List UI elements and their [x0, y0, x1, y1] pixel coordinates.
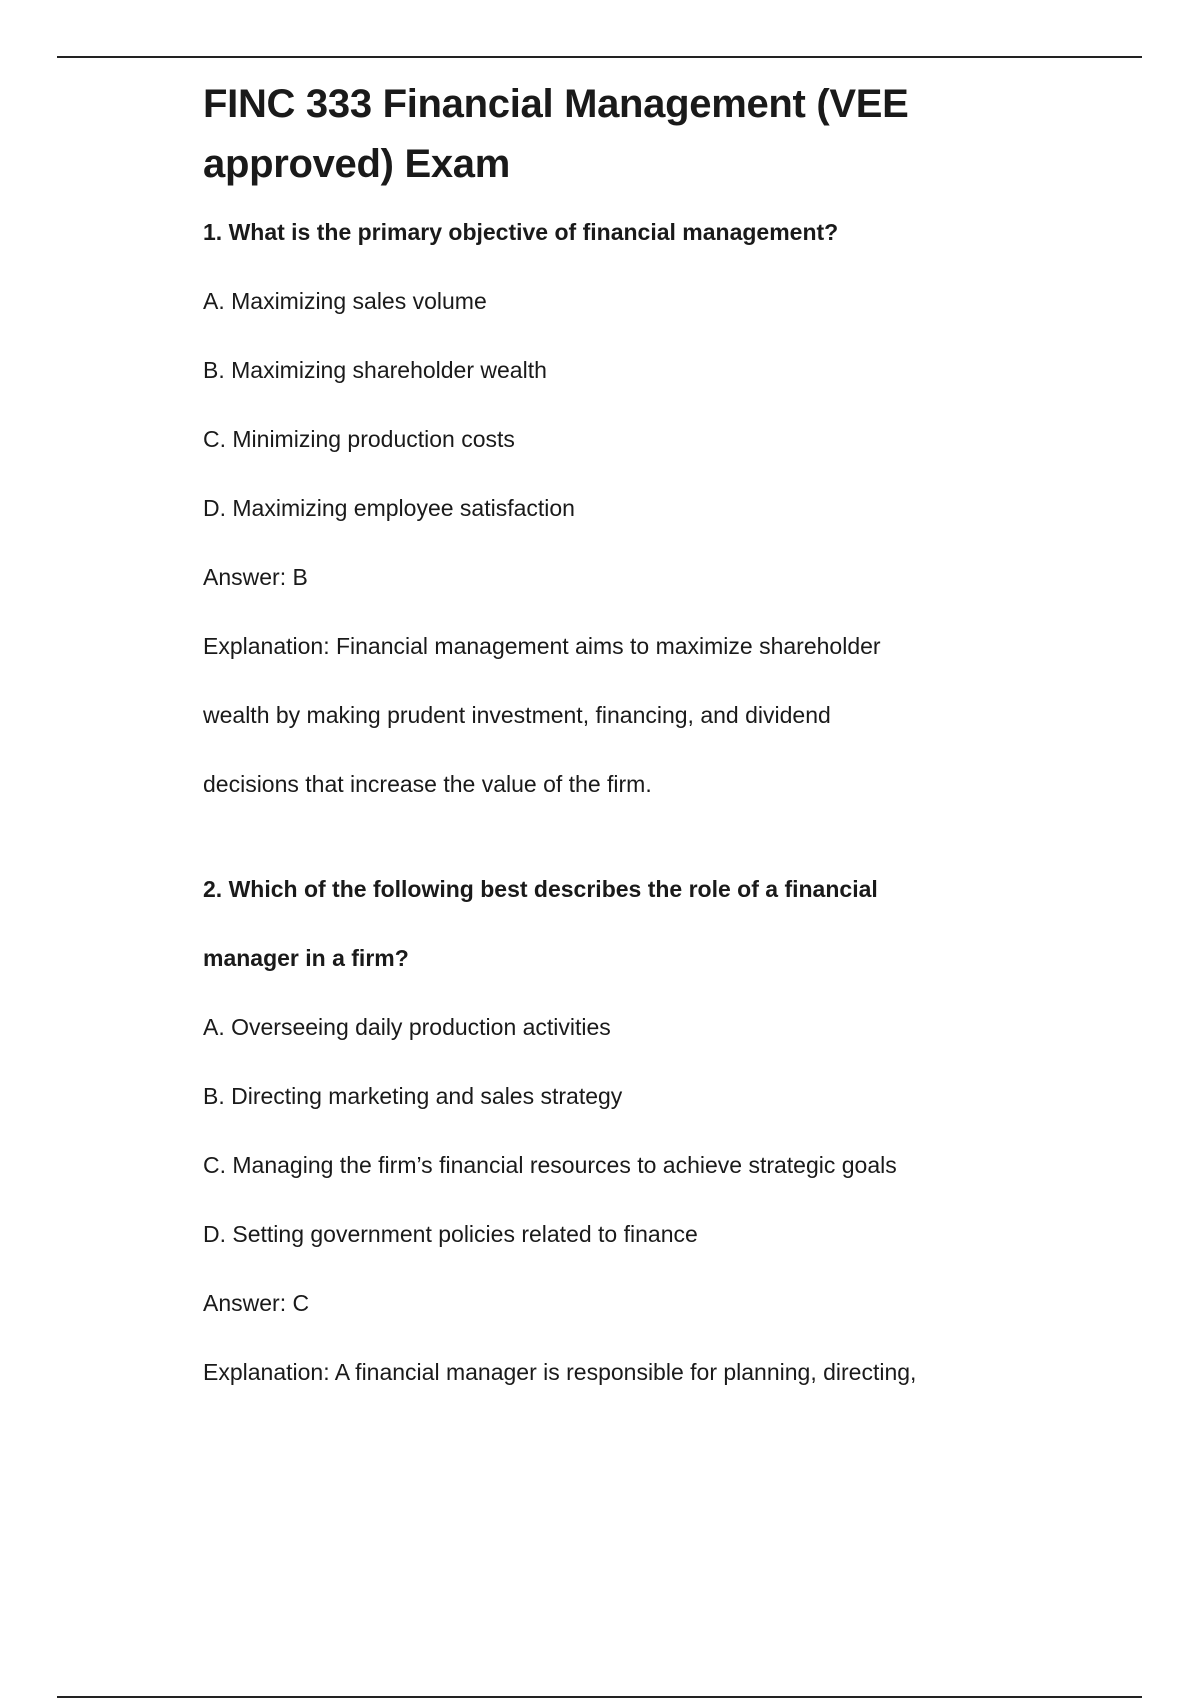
question-2-option-b: B. Directing marketing and sales strategy [203, 1083, 623, 1109]
question-1-answer: Answer: B [203, 564, 308, 590]
question-2-explanation [203, 1338, 1063, 1407]
question-1-explanation [203, 612, 1063, 819]
question-2-option-d: D. Setting government policies related to finance [203, 1221, 698, 1247]
question-1-option-d: D. Maximizing employee satisfaction [203, 495, 575, 521]
document-page [203, 74, 1063, 1407]
question-2-option-c: C. Managing the firm’s financial resources to achieve strategic goals [203, 1152, 897, 1178]
question-1 [203, 198, 1063, 819]
question-2-option-a: A. Overseeing daily production activities [203, 1014, 611, 1040]
question-1-text: 1. What is the primary objective of financial management? [203, 219, 839, 245]
question-1-explanation-line: Explanation: Financial management aims to maximize shareholder [203, 633, 881, 659]
question-1-explanation-line: wealth by making prudent investment, financing, and dividend [203, 702, 831, 728]
question-1-option-a: A. Maximizing sales volume [203, 288, 487, 314]
question-1-option-b: B. Maximizing shareholder wealth [203, 357, 547, 383]
question-1-explanation-line: decisions that increase the value of the firm. [203, 771, 652, 797]
question-2-text-line: manager in a firm? [203, 945, 409, 971]
question-1-option-c: C. Minimizing production costs [203, 426, 515, 452]
question-2-text-line: 2. Which of the following best describes the role of a financial [203, 876, 878, 902]
question-2-explanation-line: Explanation: A financial manager is responsible for planning, directing, [203, 1359, 917, 1385]
question-2 [203, 855, 1063, 1407]
question-2-answer: Answer: C [203, 1290, 310, 1316]
bottom-rule [57, 1696, 1142, 1698]
top-rule [57, 56, 1142, 58]
document-title: FINC 333 Financial Management (VEE approved) Exam [203, 82, 909, 186]
